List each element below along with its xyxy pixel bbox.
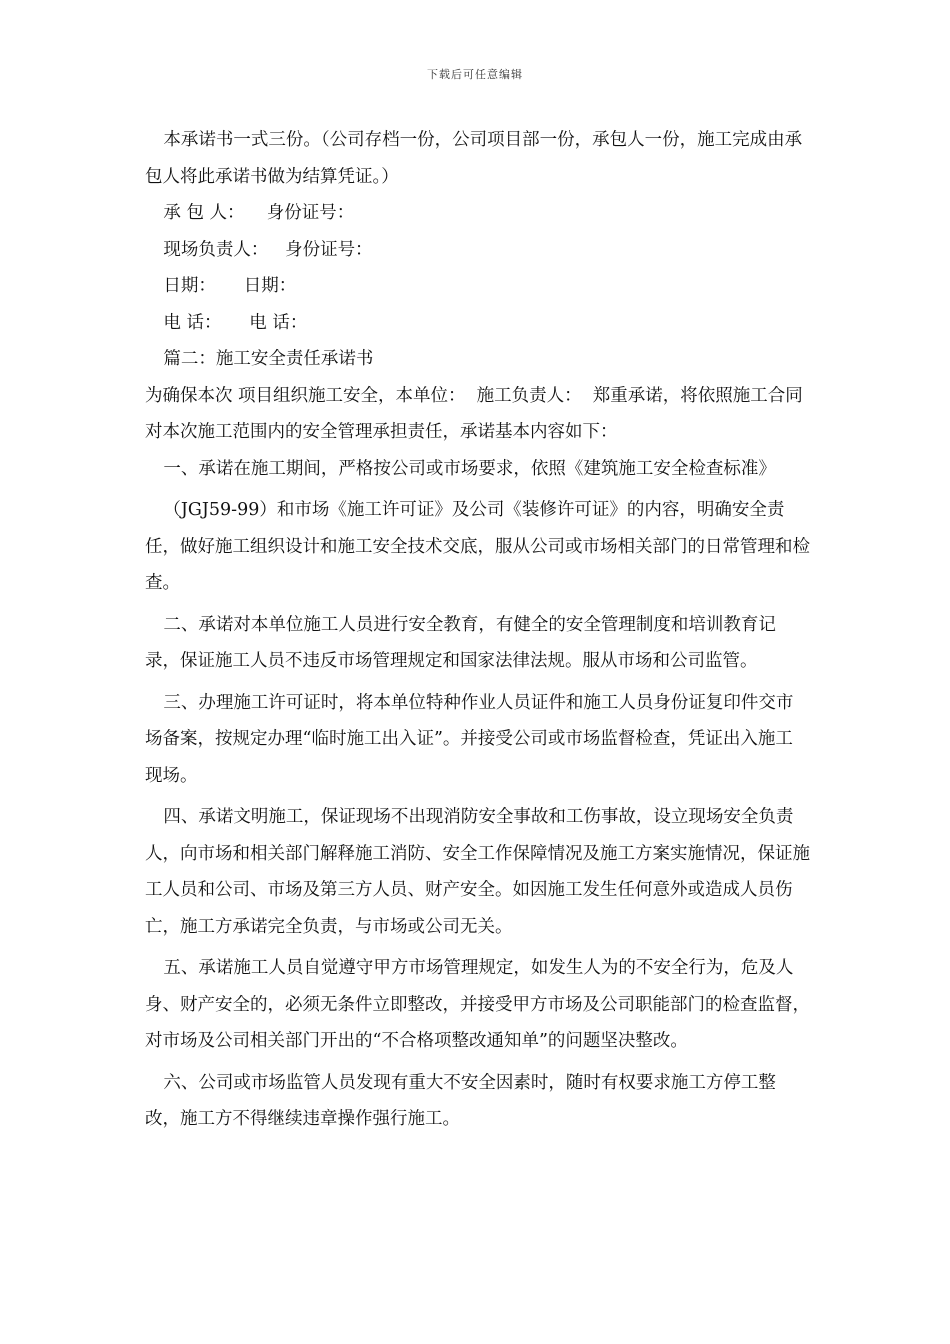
paragraph-item-6: 六、公司或市场监管人员发现有重大不安全因素时，随时有权要求施工方停工整改，施工方不得继续违章操作强行施工。 (145, 1072, 776, 1129)
paragraph-item-1: 一、承诺在施工期间，严格按公司或市场要求，依照《建筑施工安全检查标准》 (163, 458, 776, 479)
contractor-line: 承 包 人： 身份证号： (163, 203, 355, 223)
paragraph-item-4: 四、承诺文明施工，保证现场不出现消防安全事故和工伤事故，设立现场安全负责人，向市场和相关部门解释施工消防、安全工作保障情况及施工方案实施情况，保证施工人员和公司、市场及第三方人员、财产安全。如因施工发生任何意外或造成人员伤亡，施工方承诺完全负责，与市场或公司无关。 (145, 807, 810, 937)
date-line: 日期： 日期： (163, 276, 297, 296)
paragraph-intro: 为确保本次 项目组织施工安全，本单位： 施工负责人： 郑重承诺，将依照施工合同对本次施工范围内的安全管理承担责任，承诺基本内容如下： (145, 385, 803, 442)
phone-line: 电 话： 电 话： (163, 312, 308, 333)
section-title: 篇二：施工安全责任承诺书 (163, 349, 374, 369)
paragraph-item-3: 三、办理施工许可证时，将本单位特种作业人员证件和施工人员身份证复印件交市场备案，按规定办理“临时施工出入证”。并接受公司或市场监督检查，凭证出入施工现场。 (145, 692, 794, 786)
site-manager-line: 现场负责人： 身份证号： (163, 239, 373, 260)
paragraph-item-1-cont: （JGJ59-99）和市场《施工许可证》及公司《装修许可证》的内容，明确安全责任，做好施工组织设计和施工安全技术交底，服从公司或市场相关部门的日常管理和检查。 (145, 500, 810, 593)
paragraph-item-5: 五、承诺施工人员自觉遵守甲方市场管理规定，如发生人为的不安全行为，危及人身、财产安全的，必须无条件立即整改，并接受甲方市场及公司职能部门的检查监督，对市场及公司相关部门开出的“不合格项整改通知单”的问题坚决整改。 (145, 958, 810, 1051)
page-header: 下载后可任意编辑 (427, 68, 523, 81)
paragraph-copies: 本承诺书一式三份。（公司存档一份，公司项目部一份，承包人一份，施工完成由承包人将此承诺书做为结算凭证。） (145, 130, 803, 187)
document-body (145, 122, 810, 1138)
paragraph-item-2: 二、承诺对本单位施工人员进行安全教育，有健全的安全管理制度和培训教育记录，保证施工人员不违反市场管理规定和国家法律法规。服从市场和公司监管。 (145, 614, 776, 671)
